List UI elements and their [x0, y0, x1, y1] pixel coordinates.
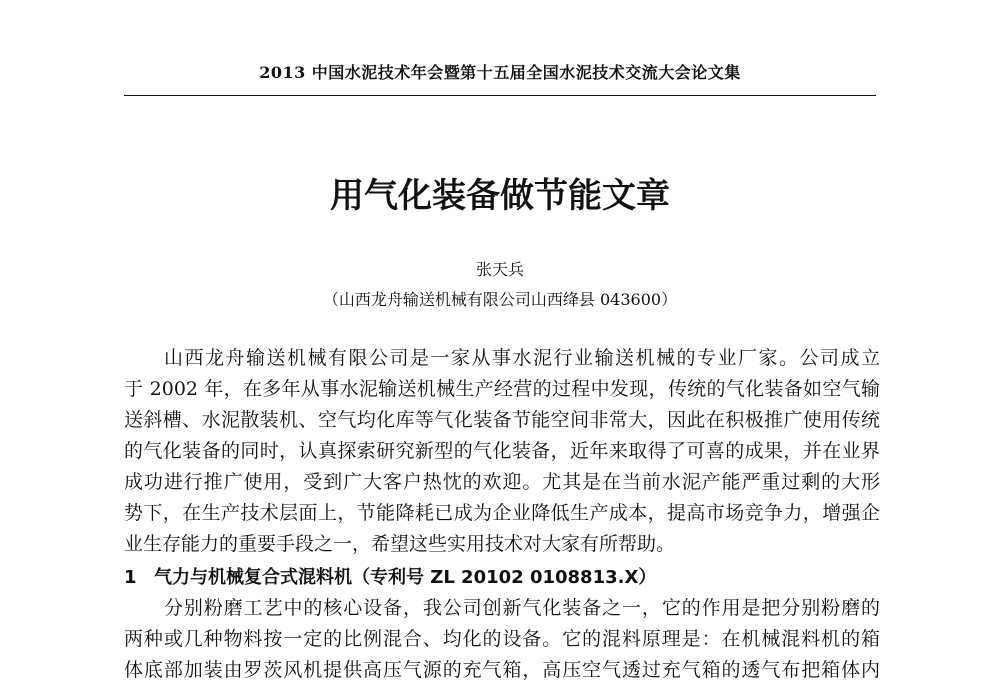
- section-title: 气力与机械复合式混料机（专利号 ZL 20102 0108813.X）: [154, 567, 657, 588]
- running-header: 2013 中国水泥技术年会暨第十五届全国水泥技术交流大会论文集: [259, 63, 741, 82]
- header-rule: [124, 95, 876, 96]
- text-line: 送斜槽、水泥散装机、空气均化库等气化装备节能空间非常大，因此在积极推广使用传统: [124, 409, 880, 431]
- text-line: 分别粉磨工艺中的核心设备，我公司创新气化装备之一，它的作用是把分别粉磨的: [164, 597, 880, 619]
- text-line: 成功进行推广使用，受到广大客户热忱的欢迎。尤其是在当前水泥产能严重过剩的大形: [124, 471, 880, 493]
- section-heading: [124, 562, 656, 593]
- section-number: 1: [124, 567, 137, 588]
- paper-title: 用气化装备做节能文章: [330, 176, 670, 216]
- text-line: 于 2002 年，在多年从事水泥输送机械生产经营的过程中发现，传统的气化装备如空气输: [124, 378, 880, 400]
- author-affiliation: （山西龙舟输送机械有限公司山西绛县 043600）: [322, 290, 678, 309]
- text-line: 势下，在生产技术层面上，节能降耗已成为企业降低生产成本，提高市场竞争力，增强企: [124, 502, 880, 524]
- text-line: 山西龙舟输送机械有限公司是一家从事水泥行业输送机械的专业厂家。公司成立: [164, 347, 880, 369]
- text-line: 的气化装备的同时，认真探索研究新型的气化装备，近年来取得了可喜的成果，并在业界: [124, 440, 880, 462]
- text-line: 业生存能力的重要手段之一，希望这些实用技术对大家有所帮助。: [124, 533, 676, 555]
- text-line: 两种或几种物料按一定的比例混合、均化的设备。它的混料原理是：在机械混料机的箱: [124, 628, 880, 650]
- author-name: 张天兵: [475, 260, 524, 279]
- text-line: 体底部加装由罗茨风机提供高压气源的充气箱，高压空气透过充气箱的透气布把箱体内: [124, 659, 880, 681]
